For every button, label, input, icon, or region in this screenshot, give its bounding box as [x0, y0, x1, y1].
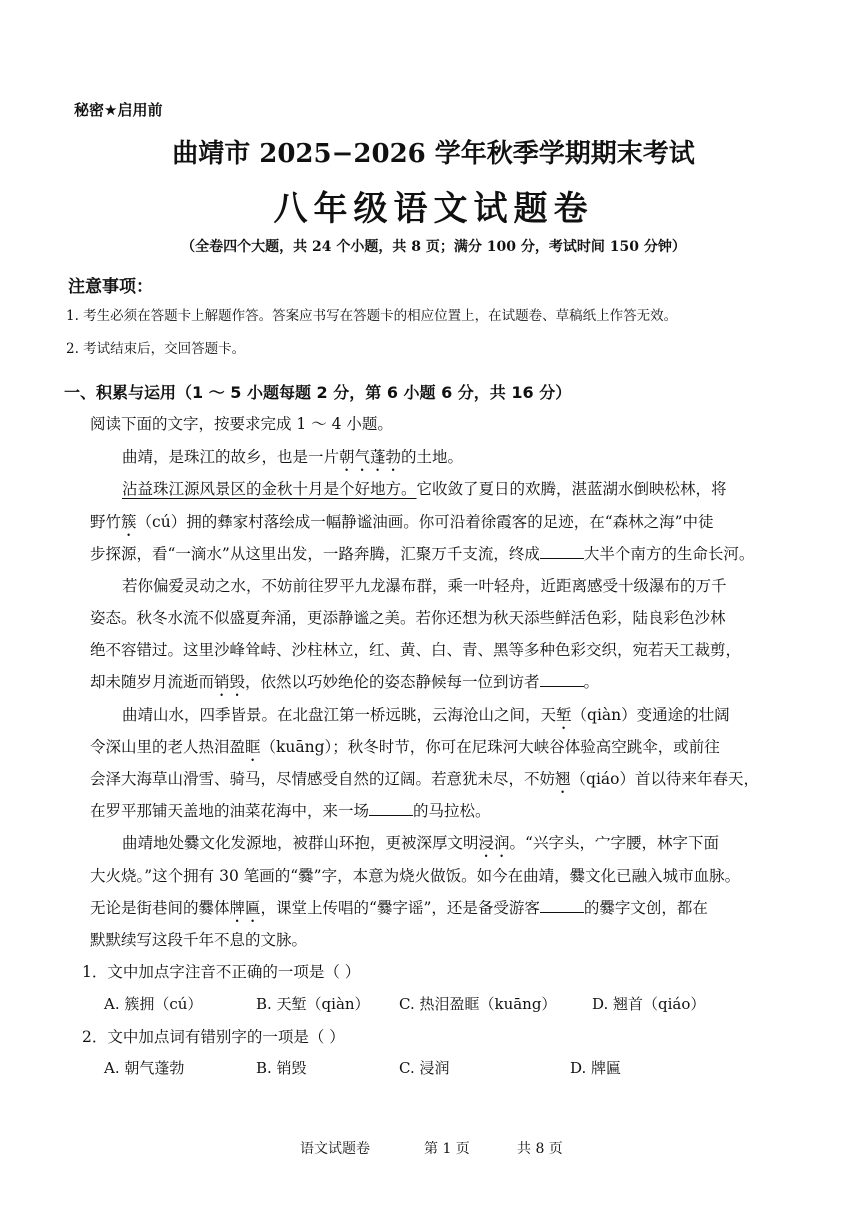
passage-line: 默默续写这段千年不息的文脉。: [90, 931, 308, 949]
passage-line: 步探源，看“一滴水”从这里出发，一路奔腾，汇聚万千支流，终成 大半个南方的生命长河。: [90, 545, 755, 563]
answer-option: A. 簇拥（cú）: [104, 995, 203, 1013]
emphasized-char: 堑: [556, 706, 572, 724]
notice-heading: 注意事项：: [68, 277, 153, 297]
passage-line: 在罗平那铺天盖地的油菜花海中，来一场 的马拉松。: [90, 802, 491, 820]
underlined-sentence: 沾益珠江源风景区的金秋十月是个好地方。: [122, 480, 417, 498]
emphasized-char: 簇: [121, 513, 137, 531]
exam-info: （全卷四个大题，共 24 个小题，共 8 页；满分 100 分，考试时间 150 分钟）: [181, 239, 686, 255]
passage-line: 令深山里的老人热泪盈眶（kuāng）；秋冬时节，你可在尼珠河大峡谷体验高空跳伞，或前往: [90, 738, 720, 756]
passage-line: 绝不容错过。这里沙峰耸峙、沙柱林立，红、黄、白、青、黑等多种色彩交织，宛若天工裁剪，: [90, 641, 742, 659]
fill-blank: [540, 672, 584, 687]
notice-item: 1. 考生必须在答题卡上解题作答。答案应书写在答题卡的相应位置上，在试题卷、草稿纸上作答无效。: [66, 308, 678, 324]
passage-line: 姿态。秋冬水流不似盛夏奔涌，更添静谧之美。若你还想为秋天添些鲜活色彩，陆良彩色沙林: [90, 609, 726, 627]
emphasized-word: 销毁: [214, 673, 246, 691]
passage-line: 野竹簇（cú）拥的彝家村落绘成一幅静谧油画。你可沿着徐霞客的足迹，在“森林之海”中徒: [90, 513, 714, 531]
emphasized-word: 浸润: [478, 834, 510, 852]
passage-line: 无论是街巷间的爨体牌匾，课堂上传唱的“爨字谣”，还是备受游客 的爨字文创，都在: [90, 899, 708, 917]
question-stem: 1．文中加点字注音不正确的一项是（ ）: [82, 963, 361, 981]
confidential-label: 秘密★启用前: [74, 101, 163, 119]
passage-line: 会泽大海草山滑雪、骑马，尽情感受自然的辽阔。若意犹未尽，不妨翘（qiáo）首以待来年春天，: [90, 770, 759, 788]
answer-option: B. 天堑（qiàn）: [256, 995, 370, 1013]
footer-paper-name: 语文试题卷: [300, 1141, 370, 1157]
emphasized-word: 朝气蓬勃: [339, 448, 402, 466]
reading-instruction: 阅读下面的文字，按要求完成 1 ～ 4 小题。: [90, 415, 393, 433]
emphasized-word: 牌匾: [229, 899, 261, 917]
page-title: 八年级语文试题卷: [273, 189, 594, 229]
emphasized-char: 翘: [555, 770, 571, 788]
answer-option: D. 牌匾: [570, 1059, 622, 1077]
passage-line: 曲靖山水，四季皆景。在北盘江第一桥远眺，云海沧山之间，天堑（qiàn）变通途的壮阔: [122, 706, 730, 724]
passage-line: 曲靖，是珠江的故乡，也是一片朝气蓬勃的土地。: [122, 448, 464, 466]
answer-option: C. 浸润: [399, 1059, 450, 1077]
fill-blank: [540, 898, 584, 913]
fill-blank: [369, 801, 413, 816]
passage-line: 大火烧。”这个拥有 30 笔画的“爨”字，本意为烧火做饭。如今在曲靖，爨文化已融入城市血脉。: [90, 867, 741, 885]
passage-line: 却未随岁月流逝而销毁，依然以巧妙绝伦的姿态静候每一位到访者 。: [90, 673, 600, 691]
section-heading: 一、积累与运用（1 ～ 5 小题每题 2 分，第 6 小题 6 分，共 16 分）: [64, 383, 572, 402]
notice-item: 2. 考试结束后，交回答题卡。: [66, 341, 246, 357]
answer-option: B. 销毁: [256, 1059, 307, 1077]
passage-line: 曲靖地处爨文化发源地，被群山环抱，更被深厚文明浸润。“兴字头，宀字腰，林字下面: [122, 834, 719, 852]
answer-option: C. 热泪盈眶（kuāng）: [399, 995, 557, 1013]
emphasized-char: 眶: [245, 738, 261, 756]
answer-option: A. 朝气蓬勃: [104, 1059, 185, 1077]
question-stem: 2．文中加点词有错别字的一项是（ ）: [82, 1028, 345, 1046]
passage-line: 沾益珠江源风景区的金秋十月是个好地方。它收敛了夏日的欢腾，湛蓝湖水倒映松林，将: [122, 480, 727, 498]
fill-blank: [540, 544, 584, 559]
answer-option: D. 翘首（qiáo）: [592, 995, 706, 1013]
exam-name: 曲靖市 2025−2026 学年秋季学期期末考试: [172, 139, 695, 169]
footer-page-number: 第 1 页: [424, 1141, 470, 1157]
footer-page-total: 共 8 页: [517, 1141, 563, 1157]
passage-line: 若你偏爱灵动之水，不妨前往罗平九龙瀑布群，乘一叶轻舟，近距离感受十级瀑布的万千: [122, 577, 727, 595]
